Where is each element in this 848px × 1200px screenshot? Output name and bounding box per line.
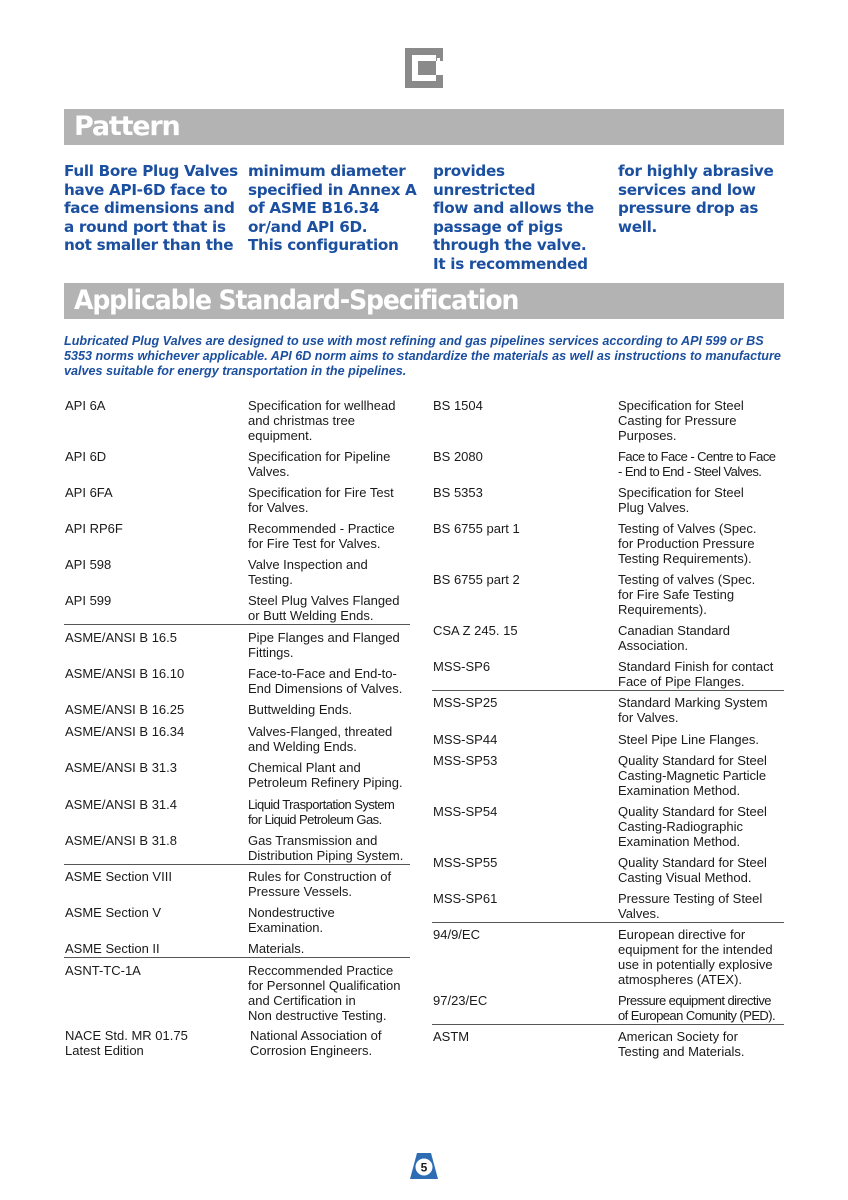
standard-description: Chemical Plant and Petroleum Refinery Piping. bbox=[248, 760, 403, 790]
standard-description: Recommended - Practice for Fire Test for Valves. bbox=[248, 521, 395, 551]
standard-description: Quality Standard for Steel Casting-Magnetic Particle Examination Method. bbox=[618, 753, 767, 798]
standard-description: Valves-Flanged, threated and Welding Ends. bbox=[248, 724, 393, 754]
standard-code: MSS-SP25 bbox=[433, 695, 498, 710]
standard-code: MSS-SP53 bbox=[433, 753, 498, 768]
standard-code: API RP6F bbox=[65, 521, 123, 536]
standard-code: MSS-SP54 bbox=[433, 804, 498, 819]
standard-description: Face-to-Face and End-to- End Dimensions of Valves. bbox=[248, 666, 403, 696]
standard-description: National Association of Corrosion Engineers. bbox=[250, 1028, 382, 1058]
standard-code: BS 6755 part 1 bbox=[433, 521, 520, 536]
standards-intro: Lubricated Plug Valves are designed to use with most refining and gas pipelines services according to API 599 or BS 5353 norms whichever applicable. API 6D norm aims to standardize the materials as well as instructions to manufacture valves suitable for energy transportation in the pipelines. bbox=[64, 334, 781, 378]
standard-description: Valve Inspection and Testing. bbox=[248, 557, 368, 587]
standard-description: Materials. bbox=[248, 941, 305, 956]
standard-code: CSA Z 245. 15 bbox=[433, 623, 518, 638]
standard-description: Pressure equipment directive of European Comunity (PED). bbox=[618, 993, 776, 1023]
pattern-text-col-3: provides unrestricted flow and allows the passage of pigs through the valve. It is recommended bbox=[433, 162, 594, 273]
standard-description: Pipe Flanges and Flanged Fittings. bbox=[248, 630, 400, 660]
brand-logo-icon bbox=[405, 48, 443, 88]
standard-description: Reccommended Practice for Personnel Qualification and Certification in Non destructive Testing. bbox=[248, 963, 401, 1023]
standard-code: NACE Std. MR 01.75 Latest Edition bbox=[65, 1028, 188, 1058]
standard-code: ASME Section VIII bbox=[65, 869, 172, 884]
group-divider bbox=[432, 690, 784, 691]
standard-code: API 598 bbox=[65, 557, 112, 572]
standard-description: Steel Plug Valves Flanged or Butt Welding Ends. bbox=[248, 593, 400, 623]
standard-code: MSS-SP44 bbox=[433, 732, 498, 747]
standard-code: 97/23/EC bbox=[433, 993, 488, 1008]
standard-description: Specification for wellhead and christmas tree equipment. bbox=[248, 398, 396, 443]
group-divider bbox=[432, 1024, 784, 1025]
pattern-section-header bbox=[64, 109, 784, 145]
standard-code: BS 5353 bbox=[433, 485, 483, 500]
standard-description: Gas Transmission and Distribution Piping System. bbox=[248, 833, 404, 863]
standard-description: Liquid Trasportation System for Liquid Petroleum Gas. bbox=[248, 797, 395, 827]
standard-description: American Society for Testing and Materials. bbox=[618, 1029, 745, 1059]
standard-code: API 599 bbox=[65, 593, 112, 608]
group-divider bbox=[64, 864, 410, 865]
standard-description: European directive for equipment for the intended use in potentially explosive atmospheres (ATEX). bbox=[618, 927, 773, 987]
group-divider bbox=[64, 957, 410, 958]
standard-code: ASNT-TC-1A bbox=[65, 963, 141, 978]
standard-description: Specification for Steel Casting for Pressure Purposes. bbox=[618, 398, 744, 443]
standard-description: Specification for Fire Test for Valves. bbox=[248, 485, 394, 515]
standard-description: Testing of Valves (Spec. for Production Pressure Testing Requirements). bbox=[618, 521, 757, 566]
standard-code: ASTM bbox=[433, 1029, 470, 1044]
standard-code: MSS-SP55 bbox=[433, 855, 498, 870]
standard-code: ASME/ANSI B 16.34 bbox=[65, 724, 185, 739]
standard-description: Rules for Construction of Pressure Vessels. bbox=[248, 869, 392, 899]
standard-code: 94/9/EC bbox=[433, 927, 480, 942]
group-divider bbox=[64, 624, 410, 625]
standard-code: BS 2080 bbox=[433, 449, 483, 464]
pattern-text-col-2: minimum diameter specified in Annex A of ASME B16.34 or/and API 6D. This configuration bbox=[248, 162, 417, 254]
standard-description: Nondestructive Examination. bbox=[248, 905, 335, 935]
group-divider bbox=[432, 922, 784, 923]
pattern-title: Pattern bbox=[74, 111, 180, 142]
standard-code: ASME Section V bbox=[65, 905, 162, 920]
standard-code: ASME/ANSI B 31.8 bbox=[65, 833, 177, 848]
standard-code: ASME Section II bbox=[65, 941, 160, 956]
standard-description: Quality Standard for Steel Casting-Radiographic Examination Method. bbox=[618, 804, 767, 849]
standard-code: ASME/ANSI B 31.3 bbox=[65, 760, 177, 775]
standard-description: Face to Face - Centre to Face - End to End - Steel Valves. bbox=[618, 449, 776, 479]
standards-section-header bbox=[64, 283, 784, 319]
standard-code: MSS-SP61 bbox=[433, 891, 498, 906]
standard-code: BS 6755 part 2 bbox=[433, 572, 520, 587]
standard-description: Specification for Pipeline Valves. bbox=[248, 449, 391, 479]
standard-description: Steel Pipe Line Flanges. bbox=[618, 732, 759, 747]
standard-description: Quality Standard for Steel Casting Visual Method. bbox=[618, 855, 767, 885]
pattern-text-col-1: Full Bore Plug Valves have API-6D face to face dimensions and a round port that is not smaller than the bbox=[64, 162, 238, 254]
standard-description: Pressure Testing of Steel Valves. bbox=[618, 891, 763, 921]
standard-code: API 6FA bbox=[65, 485, 113, 500]
page-number: 5 bbox=[420, 1160, 428, 1175]
standard-description: Canadian Standard Association. bbox=[618, 623, 731, 653]
standard-description: Standard Finish for contact Face of Pipe Flanges. bbox=[618, 659, 774, 689]
standard-description: Specification for Steel Plug Valves. bbox=[618, 485, 744, 515]
standard-code: MSS-SP6 bbox=[433, 659, 491, 674]
standard-code: ASME/ANSI B 16.10 bbox=[65, 666, 185, 681]
pattern-text-col-4: for highly abrasive services and low pressure drop as well. bbox=[618, 162, 774, 236]
standard-code: API 6A bbox=[65, 398, 106, 413]
standard-code: ASME/ANSI B 31.4 bbox=[65, 797, 177, 812]
standard-code: API 6D bbox=[65, 449, 107, 464]
standard-code: ASME/ANSI B 16.25 bbox=[65, 702, 185, 717]
standard-description: Testing of valves (Spec. for Fire Safe Testing Requirements). bbox=[618, 572, 756, 617]
standard-code: ASME/ANSI B 16.5 bbox=[65, 630, 177, 645]
page-number-badge bbox=[409, 1151, 439, 1181]
standard-code: BS 1504 bbox=[433, 398, 483, 413]
standards-title: Applicable Standard-Specification bbox=[74, 285, 519, 316]
standard-description: Buttwelding Ends. bbox=[248, 702, 353, 717]
standard-description: Standard Marking System for Valves. bbox=[618, 695, 768, 725]
